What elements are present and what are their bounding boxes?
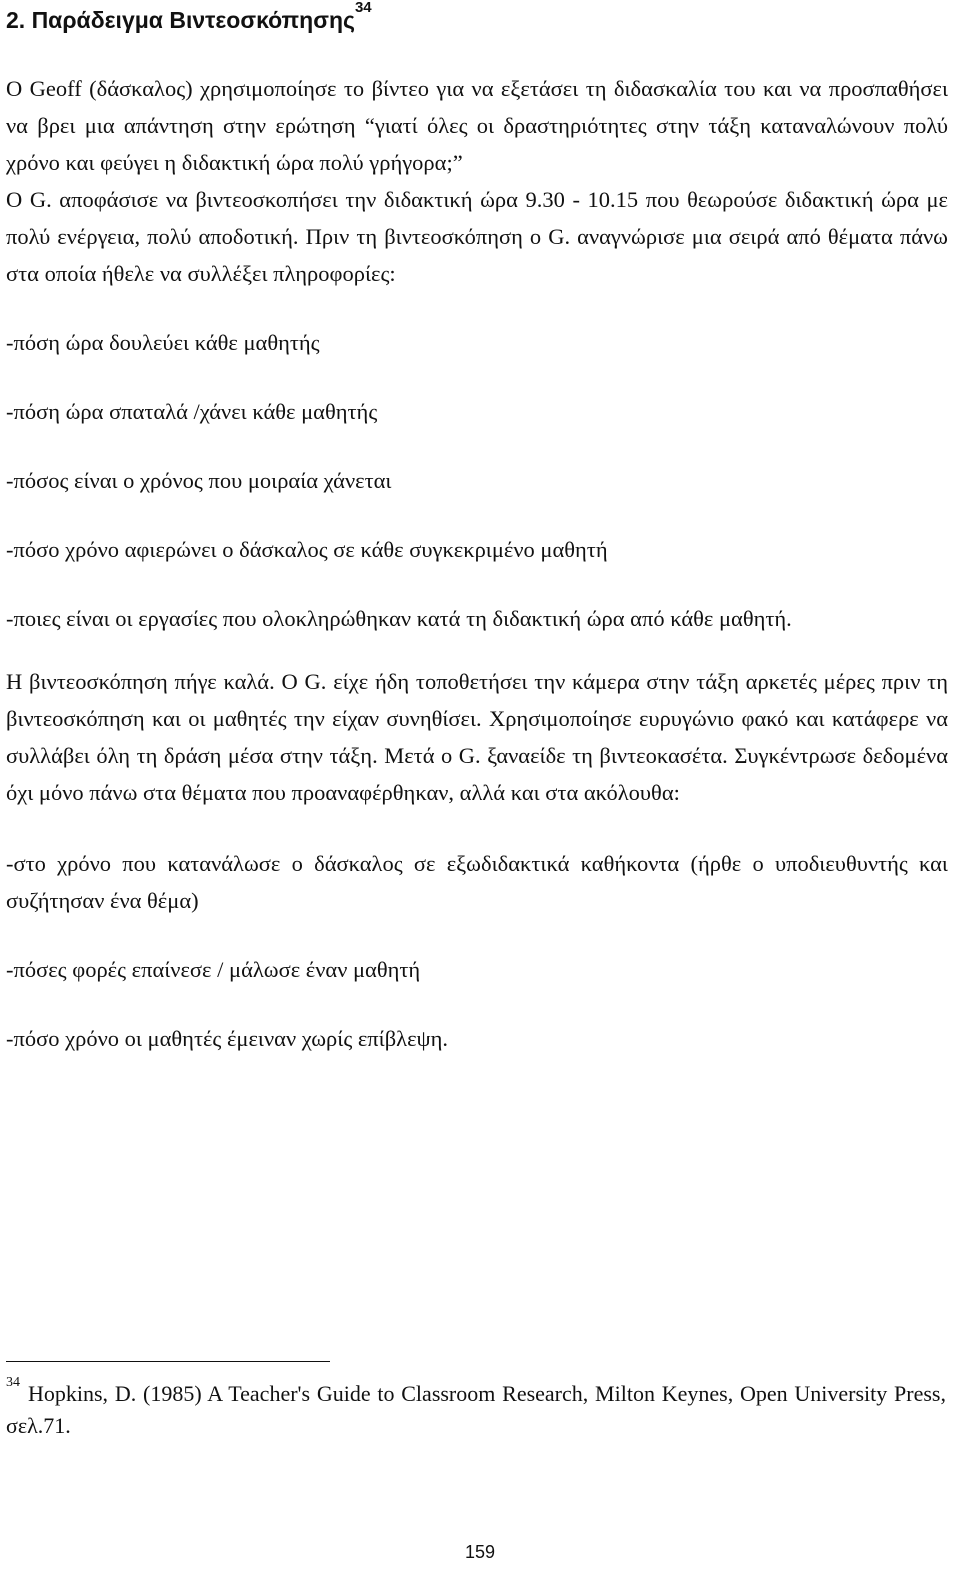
paragraph-intro: O Geoff (δάσκαλος) χρησιμοποίησε το βίντεο για να εξετάσει τη διδασκαλία του και να προσπαθήσει να βρει μια απάντηση στην ερώτηση “γιατί όλες οι δραστηριότητες στην τάξη καταναλώνουν πολύ χρόνο και φεύγει η διδακτική ώρα πολύ γρήγορα;” xyxy=(6,76,948,175)
footnote-separator xyxy=(6,1361,330,1362)
document-body xyxy=(6,70,948,1057)
list-item: -πόση ώρα δουλεύει κάθε μαθητής xyxy=(6,330,320,355)
paragraph-decision: O G. αποφάσισε να βιντεοσκοπήσει την διδακτική ώρα 9.30 - 10.15 που θεωρούσε διδακτική ώρα με πολύ ενέργεια, πολύ αποδοτική. Πριν τη βιντεοσκόπηση ο G. αναγνώρισε μια σειρά από θέματα πάνω στα οποία ήθελε να συλλέξει πληροφορίες: xyxy=(6,187,948,286)
footnote xyxy=(6,1375,946,1442)
list-item: -πόσες φορές επαίνεσε / μάλωσε έναν μαθητή xyxy=(6,957,421,982)
list-item: -ποιες είναι οι εργασίες που ολοκληρώθηκαν κατά τη διδακτική ώρα από κάθε μαθητή. xyxy=(6,606,792,631)
footnote-text: Hopkins, D. (1985) A Teacher's Guide to Classroom Research, Milton Keynes, Open University Press, σελ.71. xyxy=(6,1381,946,1438)
section-heading-text: 2. Παράδειγμα Βιντεοσκόπησης xyxy=(6,7,355,33)
list-item: -πόσος είναι ο χρόνος που μοιραία χάνεται xyxy=(6,468,392,493)
page-number: 159 xyxy=(464,1542,496,1562)
list-item: -πόση ώρα σπαταλά /χάνει κάθε μαθητής xyxy=(6,399,378,424)
paragraph-result: H βιντεοσκόπηση πήγε καλά. O G. είχε ήδη τοποθετήσει την κάμερα στην τάξη αρκετές μέρες πριν τη βιντεοσκόπηση και οι μαθητές την είχαν συνηθίσει. Χρησιμοποίησε ευρυγώνιο φακό και κατάφερε να συλλάβει όλη τη δράση μέσα στην τάξη. Μετά ο G. ξαναείδε τη βιντεοκασέτα. Συγκέντρωσε δεδομένα όχι μόνο πάνω στα θέματα που προαναφέρθηκαν, αλλά και στα ακόλουθα: xyxy=(6,669,948,805)
section-heading xyxy=(6,0,372,36)
list-item: -πόσο χρόνο οι μαθητές έμειναν χωρίς επίβλεψη. xyxy=(6,1026,449,1051)
list-item: -στο χρόνο που κατανάλωσε ο δάσκαλος σε εξωδιδακτικά καθήκοντα (ήρθε ο υποδιευθυντής και συζήτησαν ένα θέμα) xyxy=(6,851,948,913)
footnote-number: 34 xyxy=(6,1375,20,1390)
list-item: -πόσο χρόνο αφιερώνει ο δάσκαλος σε κάθε συγκεκριμένο μαθητή xyxy=(6,537,608,562)
heading-footnote-ref[interactable]: 34 xyxy=(354,0,372,16)
